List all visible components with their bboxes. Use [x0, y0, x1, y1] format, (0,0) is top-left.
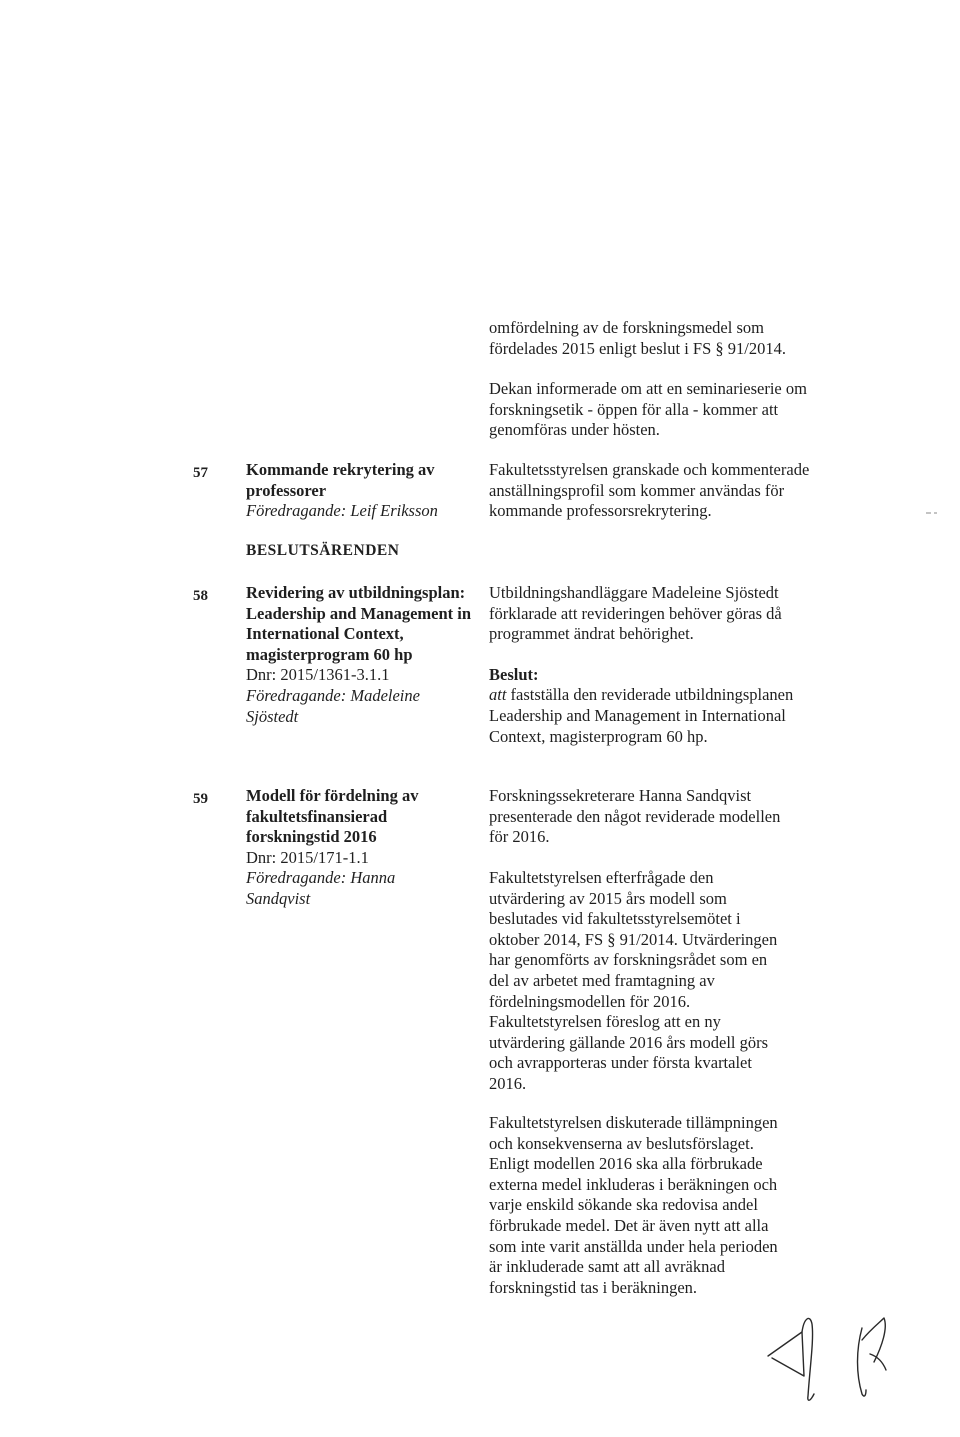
item-59-text-1: Forskningssekreterare Hanna Sandqvist presenterade den något reviderade modellen för 2016.: [489, 786, 781, 847]
item-59-heading: [246, 786, 436, 910]
intro-paragraph-2: [489, 379, 829, 441]
item-59-number: 59: [193, 791, 208, 807]
item-58-dnr: Dnr: 2015/1361-3.1.1: [246, 665, 390, 685]
item-57-title: Kommande rekrytering av professorer: [246, 460, 435, 500]
item-57-body: [489, 460, 829, 522]
item-58-number: 58: [193, 588, 208, 604]
item-59-title: Modell för fördelning av fakultetsfinansierad forskningstid 2016: [246, 786, 419, 847]
item-58-decision: [489, 685, 819, 747]
item-59-text-2: Fakultetstyrelsen efterfrågade den utvärdering av 2015 års modell som beslutades vid fakultetsstyrelsemötet i oktober 2014, FS § 91/2014. Utvärderingen har genomförts av forskningsrådet som en del av arbetet med framtagning av fördelningsmodellen för 2016. Fakultetstyrelsen föreslog att en ny utvärdering gällande 2016 års modell görs och avrapporteras under första kvartalet 2016.: [489, 868, 778, 1093]
intro-paragraph-1: [489, 318, 829, 359]
item-57-presenter: Föredragande: Leif Eriksson: [246, 501, 438, 521]
item-58-decision-att: att: [489, 685, 507, 705]
intro-text-2: Dekan informerade om att en seminarieserie om forskningsetik - öppen för alla - kommer att genomföras under hösten.: [489, 379, 807, 440]
item-58-presenter: Föredragande: Madeleine Sjöstedt: [246, 685, 420, 726]
item-59-presenter: Föredragande: Hanna Sandqvist: [246, 868, 396, 908]
intro-text-1: omfördelning av de forskningsmedel som fördelades 2015 enligt beslut i FS § 91/2014.: [489, 318, 786, 358]
item-59-body-3: [489, 1113, 794, 1298]
item-58-decision-label: Beslut:: [489, 664, 539, 684]
item-57-text: Fakultetsstyrelsen granskade och kommenterade anställningsprofil som kommer användas för kommande professorsrekrytering.: [489, 460, 810, 521]
item-58-title: Revidering av utbildningsplan: Leadership and Management in International Context, magisterprogram 60 hp: [246, 583, 472, 664]
item-57-number: 57: [193, 465, 208, 481]
item-58-body: [489, 583, 819, 747]
item-58-text: Utbildningshandläggare Madeleine Sjöstedt förklarade att revideringen behöver göras då programmet ändrat behörighet.: [489, 583, 782, 644]
margin-mark: [925, 510, 939, 516]
item-59-body-2: [489, 868, 789, 1095]
item-58-decision-text: fastställa den reviderade utbildningsplanen Leadership and Management in International Context, magisterprogram 60 hp.: [489, 685, 794, 746]
handwritten-initials: [758, 1310, 908, 1410]
section-heading: BESLUTSÄRENDEN: [246, 542, 400, 559]
item-59-dnr: Dnr: 2015/171-1.1: [246, 847, 369, 867]
item-57-heading: [246, 460, 474, 522]
item-59-body-1: [489, 786, 799, 848]
item-59-text-3: Fakultetstyrelsen diskuterade tillämpningen och konsekvenserna av beslutsförslaget. Enligt modellen 2016 ska alla förbrukade externa medel inkluderas i beräkningen och varje enskild sökande ska redovisa andel förbrukade medel. Det är även nytt att alla som inte varit anställda under hela perioden är inkluderade samt att all avräknad forskningstid tas i beräkningen.: [489, 1113, 778, 1297]
item-58-heading: [246, 583, 474, 727]
